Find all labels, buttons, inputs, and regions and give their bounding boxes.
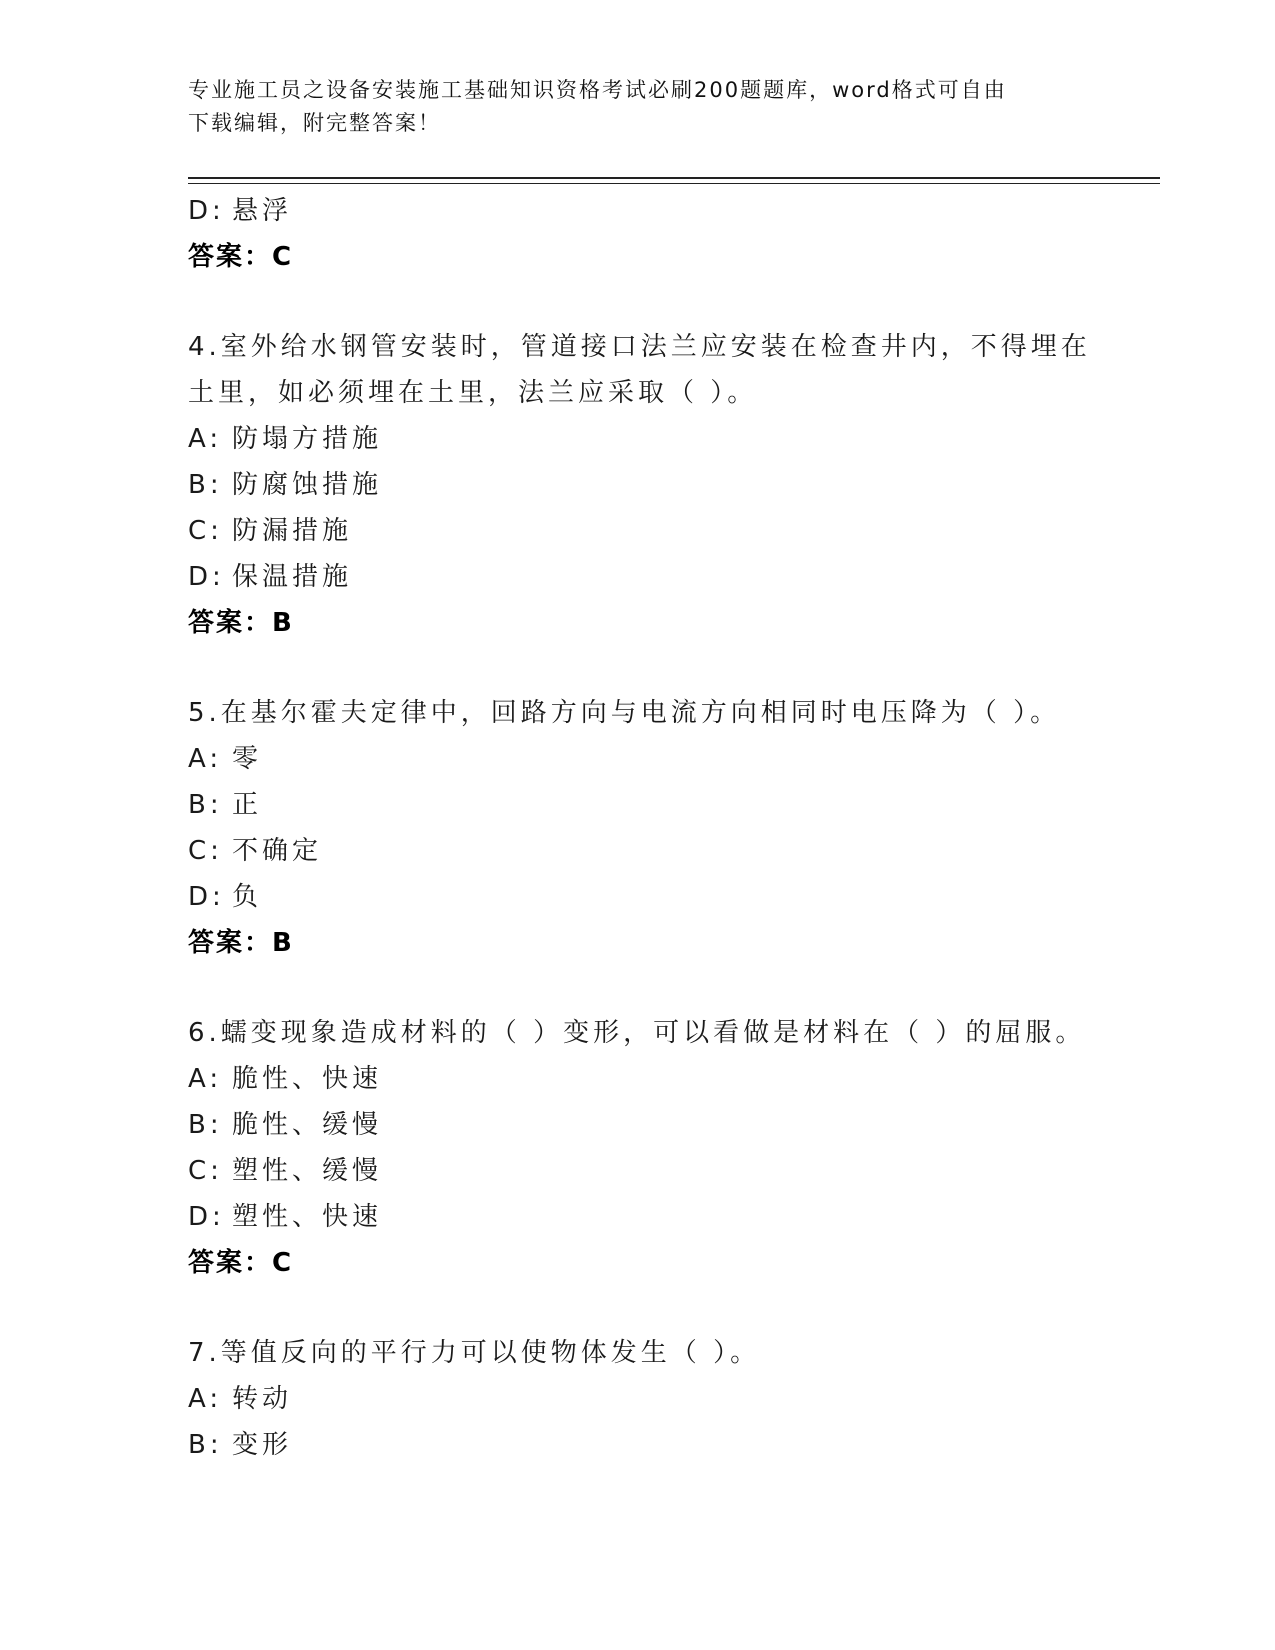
- option-text: 脆性、缓慢: [232, 1110, 383, 1140]
- option-line: [188, 1148, 1088, 1194]
- question-7: [188, 1330, 1088, 1376]
- option-line: [188, 416, 1088, 462]
- option-text: 塑性、快速: [232, 1202, 383, 1232]
- option-line: [188, 1102, 1088, 1148]
- option-letter: D:: [188, 882, 225, 912]
- option-line: [188, 508, 1088, 554]
- option-text: 变形: [232, 1430, 293, 1460]
- question-stem: 6.蠕变现象造成材料的（ ）变形，可以看做是材料在（ ）的屈服。: [188, 1018, 1086, 1048]
- question-5: [188, 690, 1088, 736]
- option-letter: A:: [188, 1064, 223, 1094]
- option-letter: A:: [188, 744, 223, 774]
- option-letter: C:: [188, 836, 223, 866]
- option-text: 保温措施: [232, 562, 353, 592]
- option-text: 正: [232, 790, 263, 820]
- option-line: [188, 1376, 1088, 1422]
- option-letter: B:: [188, 1430, 223, 1460]
- option-letter: D:: [188, 196, 225, 226]
- header-title-line2: 下载编辑，附完整答案！: [188, 111, 441, 135]
- option-letter: C:: [188, 1156, 223, 1186]
- option-line: [188, 462, 1088, 508]
- option-text: 防塌方措施: [232, 424, 383, 454]
- option-text: 塑性、缓慢: [232, 1156, 383, 1186]
- option-text: 脆性、快速: [232, 1064, 383, 1094]
- option-letter: B:: [188, 470, 223, 500]
- header-rule-thin: [188, 183, 1160, 184]
- question-stem: 土里，如必须埋在土里，法兰应采取（ ）。: [188, 378, 758, 408]
- option-text: 负: [232, 882, 263, 912]
- question-4: [188, 324, 1091, 416]
- header-rule-thick: [188, 177, 1160, 179]
- option-text: 防漏措施: [232, 516, 353, 546]
- option-text: 不确定: [232, 836, 323, 866]
- answer-line: 答案：C: [188, 242, 294, 272]
- answer-line: 答案：C: [188, 1248, 294, 1278]
- option-line: [188, 1056, 1088, 1102]
- option-line: [188, 736, 1088, 782]
- option-letter: B:: [188, 1110, 223, 1140]
- option-letter: C:: [188, 516, 223, 546]
- option-line: [188, 874, 1088, 920]
- question-stem: 4.室外给水钢管安装时，管道接口法兰应安装在检查井内，不得埋在: [188, 332, 1091, 362]
- option-line: [188, 1422, 1088, 1468]
- option-letter: D:: [188, 1202, 225, 1232]
- option-text: 防腐蚀措施: [232, 470, 383, 500]
- option-d-line: [188, 188, 1088, 234]
- option-letter: B:: [188, 790, 223, 820]
- question-content: [188, 188, 1091, 1468]
- option-letter: D:: [188, 562, 225, 592]
- option-line: [188, 554, 1088, 600]
- page-header: [188, 74, 1068, 140]
- option-letter: A:: [188, 1384, 223, 1414]
- header-title-line1: 专业施工员之设备安装施工基础知识资格考试必刷200题题库，word格式可自由: [188, 78, 1007, 102]
- option-text: 悬浮: [232, 196, 293, 226]
- option-text: 转动: [232, 1384, 293, 1414]
- answer-line: 答案：B: [188, 928, 294, 958]
- option-text: 零: [232, 744, 263, 774]
- question-6: [188, 1010, 1088, 1056]
- question-stem: 5.在基尔霍夫定律中，回路方向与电流方向相同时电压降为（ ）。: [188, 698, 1061, 728]
- option-line: [188, 782, 1088, 828]
- option-line: [188, 1194, 1088, 1240]
- answer-line: 答案：B: [188, 608, 294, 638]
- question-stem: 7.等值反向的平行力可以使物体发生（ ）。: [188, 1338, 761, 1368]
- option-line: [188, 828, 1088, 874]
- option-letter: A:: [188, 424, 223, 454]
